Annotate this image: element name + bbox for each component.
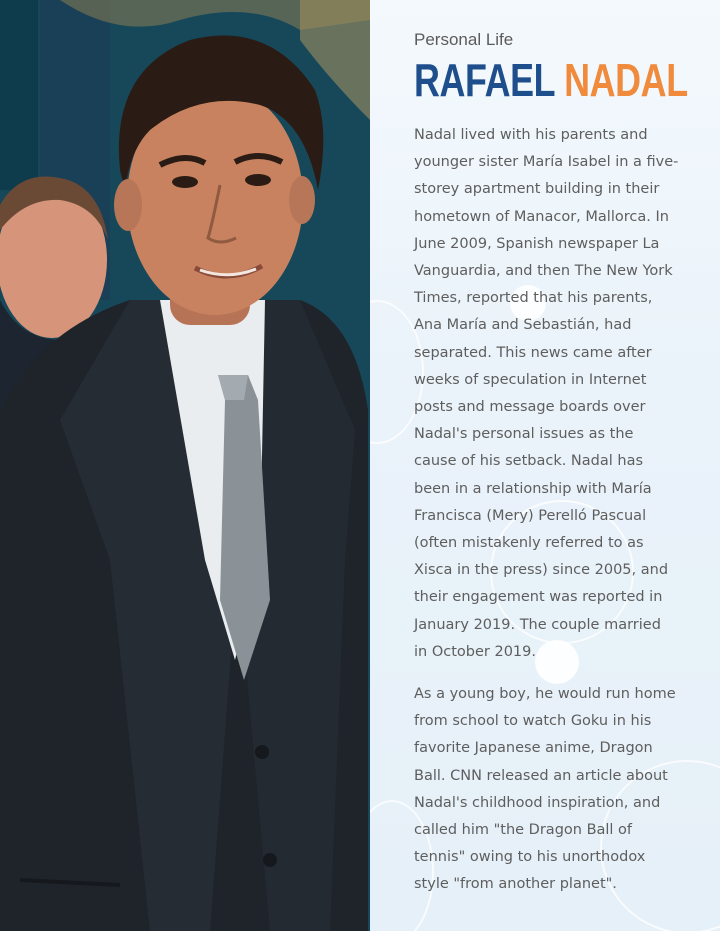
text-line: January 2019. The couple married bbox=[414, 616, 661, 633]
text-line: Nadal's childhood inspiration, and bbox=[414, 794, 661, 811]
paragraph-family bbox=[414, 122, 714, 666]
text-line: Xisca in the press) since 2005, and bbox=[414, 562, 669, 579]
text-line: weeks of speculation in Internet bbox=[414, 371, 647, 388]
text-line: favorite Japanese anime, Dragon bbox=[414, 740, 653, 757]
text-line: Nadal lived with his parents and bbox=[414, 127, 648, 143]
text-line: been in a relationship with María bbox=[414, 480, 652, 497]
text-line: Nadal's personal issues as the bbox=[414, 426, 634, 443]
text-line: younger sister María Isabel in a five- bbox=[414, 154, 679, 171]
text-line: (often mistakenly referred to as bbox=[414, 535, 644, 552]
text-line: posts and message boards over bbox=[414, 399, 646, 416]
text-line: in October 2019. bbox=[414, 643, 536, 660]
text-line: storey apartment building in their bbox=[414, 181, 660, 198]
text-line: June 2009, Spanish newspaper La bbox=[414, 235, 660, 252]
paragraph-childhood bbox=[414, 681, 714, 899]
text-line: called him "the Dragon Ball of bbox=[414, 822, 633, 839]
text-line: hometown of Manacor, Mallorca. In bbox=[414, 208, 669, 225]
page-title bbox=[414, 54, 688, 106]
section-subtitle: Personal Life bbox=[414, 30, 514, 49]
text-line: their engagement was reported in bbox=[414, 589, 663, 606]
text-panel bbox=[370, 0, 720, 931]
title-last-name: NADAL bbox=[564, 54, 688, 106]
text-line: Francisca (Mery) Perelló Pascual bbox=[414, 507, 647, 524]
text-line: cause of his setback. Nadal has bbox=[414, 453, 644, 470]
text-line: style "from another planet". bbox=[414, 876, 617, 893]
text-line: Ana María and Sebastián, had bbox=[414, 317, 632, 334]
text-line: Times, reported that his parents, bbox=[414, 290, 653, 307]
text-line: As a young boy, he would run home bbox=[414, 686, 676, 702]
text-line: separated. This news came after bbox=[414, 344, 652, 361]
title-first-name: RAFAEL bbox=[414, 54, 555, 106]
text-line: Ball. CNN released an article about bbox=[414, 767, 668, 784]
text-line: tennis" owing to his unorthodox bbox=[414, 849, 646, 866]
text-line: from school to watch Goku in his bbox=[414, 713, 652, 730]
text-line: Vanguardia, and then The New York bbox=[414, 263, 673, 280]
